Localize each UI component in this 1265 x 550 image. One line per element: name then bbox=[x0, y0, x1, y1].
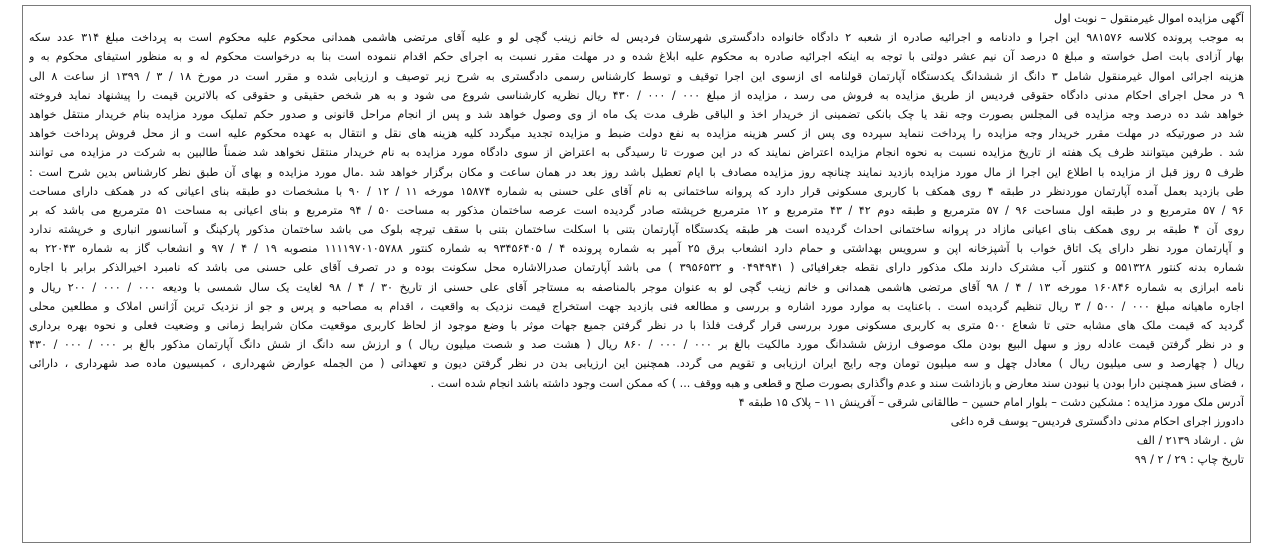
property-address: آدرس ملک مورد مزایده : مشکین دشت – بلوار امام حسین – طالقانی شرقی – آفرینش ۱۱ – پلاک ۱۵ طبقه ۴ bbox=[738, 395, 1244, 409]
body-line: شد در صورتیکه در مهلت مقرر خریدار وجه مزایده را پرداخت ننماید سپرده وی پس از کسر هزینه مزایده به نفع دولت ضبط و مزایده تجدید میگردد کلیه هزینه های نقل و انتقال به عهده محکوم علیه است و از محل فروش پرداخت خواهد bbox=[29, 127, 1244, 141]
body-line: ۹۶ / ۵۷ مترمربع و در طبقه اول مساحت ۹۶ / ۵۷ مترمربع و طبقه دوم ۴۲ / ۴۳ مترمربع و ۱۲ مترمربع خرپشته صادر گردیده است عرصه ساختمان مذکور به مساحت ۵۰ / ۹۴ مترمربع و بنای اعیانی به مساحت ۵۱ مترمربع می باشد که بر bbox=[29, 203, 1244, 217]
body-line: نامه ابرازی به شماره ۱۶۰۸۴۶ مورخه ۱۳ / ۴ / ۹۸ آقای مرتضی هاشمی همدانی و خانم زینب گچی لو به عنوان موجر بالمناصفه به مستاجر آقای علی حسنی از تاریخ ۳۰ / ۴ / ۹۸ لغایت یک سال شمسی با ودیعه ۰۰۰ / ۰۰۰ / ۲۰۰ ریال و bbox=[29, 280, 1244, 294]
print-date: تاریخ چاپ : ۲۹ / ۲ / ۹۹ bbox=[1134, 453, 1244, 467]
body-line: ، فضای سبز همچنین دارا بودن یا نبودن سند معارض و بازداشت سند و عدم واگذاری بصورت صلح و قطعی و هبه ووقف ... ) که ممکن است وجود داشته باشد انجام شده است . bbox=[430, 376, 1244, 390]
reference-number: ش . ارشاد ۲۱۳۹ / الف bbox=[1136, 434, 1244, 448]
body-line: هزینه اجرائی اموال غیرمنقول شامل ۳ دانگ از ششدانگ یکدستگاه آپارتمان قولنامه ای ازسوی این اجرا توقیف و توسط کارشناس رسمی دادگستری به شرح زیر توصیف و ارزیابی شده و مقرر است در مورخ ۱۸ / ۳ / ۱۳۹۹ از ساعت ۸ الی bbox=[29, 69, 1244, 83]
notice-body bbox=[29, 28, 1244, 393]
body-line: ظرف ۵ روز قبل از مزایده با اطلاع این اجرا از مال مورد مزایده بازدید نمایند چنانچه روز مزایده مصادف با ایام تعطیل باشد روز بعد در همان ساعت و مکان برگزار خواهد شد .مال مورد مزایده و بهای آن طبق نظر کارشناس بدین شرح است : bbox=[29, 165, 1244, 179]
body-line: طی بازدید بعمل آمده آپارتمان موردنظر در طبقه ۴ روی همکف با کاربری مسکونی قرار دارد که پروانه ساختمانی به نام آقای علی حسنی به شماره ۱۵۸۷۴ مورخه ۱۱ / ۱۲ / ۹۰ با مشخصات دو طبقه بنای اعیانی که در همکف دارای مساحت bbox=[29, 184, 1244, 198]
body-line: اجاره ماهیانه مبلغ ۰۰۰ / ۵۰۰ / ۳ ریال تنظیم گردیده است . باعنایت به موارد مورد اشاره و بررسی و مطالعه فنی بازدید جهت استخراج قیمت نزدیک به واقعیت ، اقدام به مصاحبه و پرس و جو از نزدیک ترین آژانس املاک و مطلعین محلی bbox=[29, 299, 1244, 313]
body-line: و آپارتمان مورد نظر دارای یک اتاق خواب با آشپزخانه اپن و سرویس بهداشتی و حمام دارد انشعاب برق ۲۵ آمپر به شماره پرونده ۴ / ۹۳۴۵۶۴۰۵ به شماره کنتور ۱۱۱۱۹۷۰۱۰۵۷۸۸ منصوبه ۱۹ / ۴ / ۹۷ و انشعاب گاز به شماره ۲۲۰۴۳ به bbox=[29, 242, 1244, 256]
body-line: بهار آزادی بابت اصل خواسته و مبلغ ۵ درصد آن نیم عشر دولتی با توجه به اینکه اجرائیه صادره به محکوم علیه ابلاغ شده و در مهلت مقرر نسبت به اجرای حکم اقدام ننموده است بنا به درخواست محکوم له و به منظور استیفای محکوم به و bbox=[29, 50, 1244, 64]
body-line: ۹ در محل اجرای احکام مدنی دادگاه حقوقی فردیس از طریق مزایده به فروش می رسد ، مزایده از مبلغ ۰۰۰ / ۰۰۰ / ۴۳۰ ریال نظریه کارشناسی شروع می شود و به هر شخص حقیقی و حقوقی که بالاترین قیمت را پیشنهاد نماید فروخته bbox=[29, 88, 1244, 102]
body-line: ریال ( چهارصد و سی میلیون ریال ) معادل چهل و سه میلیون تومان وجه رایج ایران ارزیابی و تقویم می گردد. همچنین این ارزیابی بدن در نظر گرفتن دیون و تعهداتی ( من الجمله عوارض شهرداری ، کمیسیون ماده صد شهرداری ، دارائی bbox=[29, 357, 1244, 371]
signature-line: دادورز اجرای احکام مدنی دادگستری فردیس– یوسف قره داغی bbox=[950, 414, 1244, 428]
notice-title: آگهی مزایده اموال غیرمنقول – نوبت اول bbox=[1053, 12, 1244, 25]
body-line: و در نظر گرفتن قیمت عادله روز و سهل البیع بودن ملک موصوف ارزش ششدانگ مورد مالکیت بالغ بر ۰۰۰ / ۰۰۰ / ۸۶۰ ریال ( هشت صد و شصت میلیون ریال ) و ارزش سه دانگ از شش دانگ آپارتمان مذکور بالغ بر ۰۰۰ / ۰۰۰ / ۴۳۰ bbox=[29, 338, 1244, 352]
auction-notice bbox=[22, 5, 1251, 543]
body-line: خواهد شد ده درصد وجه مزایده فی المجلس بصورت وجه نقد یا چک بانکی تضمینی از خریدار اخذ و الباقی ظرف مدت یک ماه از وی وصول خواهد شد و پس از انجام مراحل قانونی و صدور حکم تملیک مورد مزایده بنام خریدار منتقل خواهد bbox=[29, 107, 1244, 121]
body-line: به موجب پرونده کلاسه ۹۸۱۵۷۶ این اجرا و دادنامه و اجرائیه صادره از شعبه ۲ دادگاه خانواده دادگستری شهرستان فردیس له خانم زینب گچی لو و علیه آقای مرتضی هاشمی همدانی محکوم علیه محکوم است به پرداخت مبلغ ۳۱۴ عدد سکه bbox=[29, 31, 1244, 45]
body-line: گردید که قیمت ملک های مشابه حتی تا شعاع ۵۰۰ متری به کاربری مسکونی مورد بررسی قرار گرفت فلذا با در نظر گرفتن جمیع جهات موثر با وضع موجود از لحاظ کاربری موقعیت مکان شرایط زمانی و وضعیت فعلی و نحوه بهره برداری bbox=[29, 319, 1244, 332]
body-line: روی آن ۴ طبقه بر روی همکف بنای اعیانی مازاد در پروانه ساختمانی احداث گردیده است هر طبقه یکدستگاه آپارتمان بتنی با اسکلت ساختمان بتنی با سقف تیرچه بلوک می باشد ساختمان مذکور پارکینگ و آسانسور انباری و خرپشته ندارد bbox=[29, 223, 1244, 237]
body-line: شماره بدنه کنتور ۵۵۱۳۲۸ و کنتور آب مشترک دارند ملک مذکور دارای نقطه جغرافیائی ( ۰۴۹۴۹۴۱ و ۳۹۵۶۵۳۲ ) می باشد آپارتمان صدرالاشاره محل سکونت بوده و در تصرف آقای علی حسنی می باشد که نامبرد اخیرالذکر برابر با اجاره bbox=[29, 261, 1244, 275]
body-line: شد . طرفین میتوانند ظرف یک هفته از تاریخ مزایده نسبت به نحوه انجام مزایده اعتراض نمایند که در این صورت تا رسیدگی به اعتراض از سوی دادگاه مورد مزایده به نام خریدار منتقل نخواهد شد ضمناً طالبین به شرکت در مزایده می توانند bbox=[29, 146, 1244, 160]
